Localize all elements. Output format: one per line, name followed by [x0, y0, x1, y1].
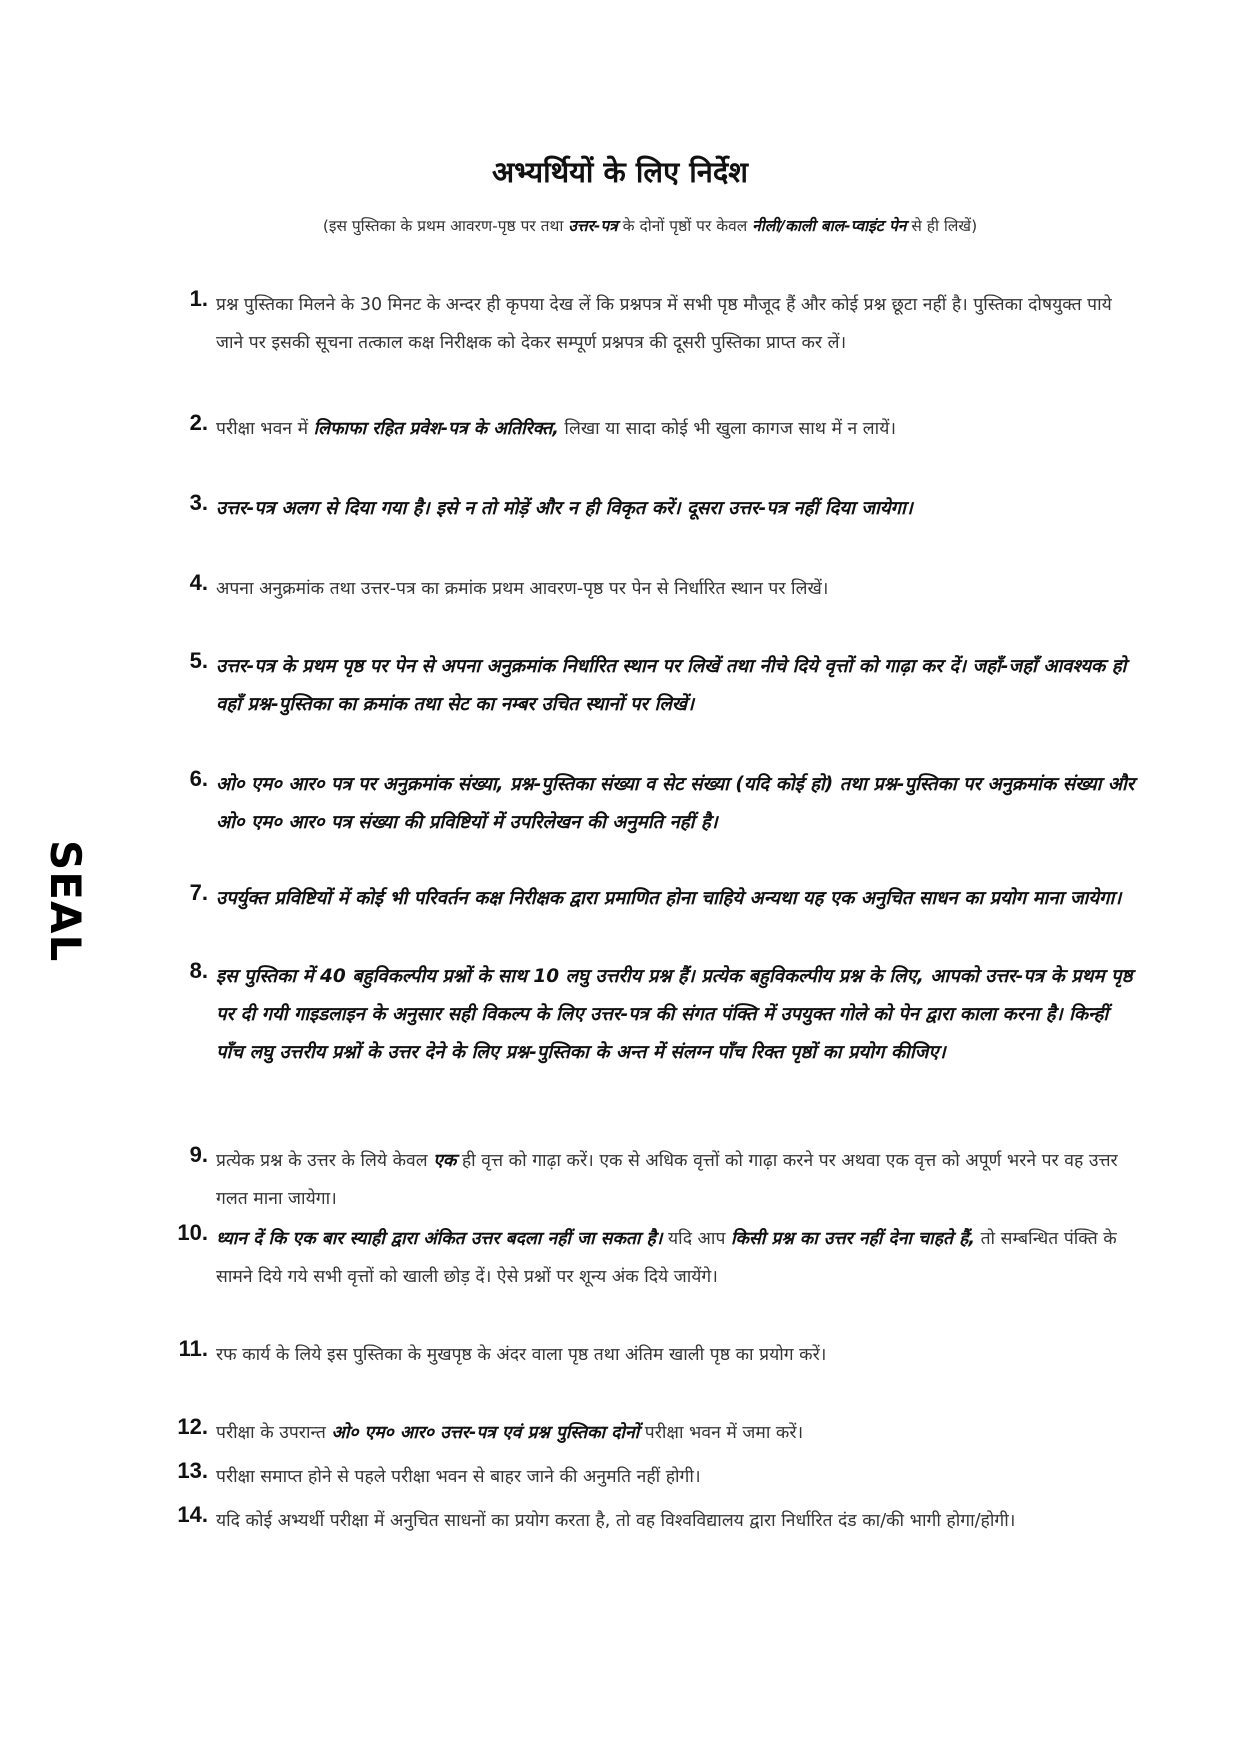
instruction-number: 1.	[189, 286, 208, 311]
instruction-number: 13.	[177, 1458, 208, 1483]
instruction-segment: यदि कोई अभ्यर्थी परीक्षा में अनुचित साधनों का प्रयोग करता है, तो वह विश्वविद्यालय द्वारा निर्धारित दंड का/की भागी होगा/होगी।	[216, 1511, 1016, 1531]
instruction-text	[216, 1502, 1136, 1540]
instruction-segment: प्रश्न पुस्तिका मिलने के 30 मिनट के अन्दर ही कृपया देख लें कि प्रश्नपत्र में सभी पृष्ठ मौजूद हैं और कोई प्रश्न छूटा नहीं है। पुस्तिका दोषयुक्त पाये जाने पर इसकी सूचना तत्काल कक्ष निरीक्षक को देकर सम्पूर्ण प्रश्नपत्र की दूसरी पुस्तिका प्राप्त कर लें।	[216, 295, 1112, 353]
instruction-segment: ओ० एम० आर० पत्र पर अनुक्रमांक संख्या, प्रश्न-पुस्तिका संख्या व सेट संख्या (यदि कोई हो) तथा प्रश्न-पुस्तिका पर अनुक्रमांक संख्या और ओ० एम० आर० पत्र संख्या की प्रविष्टियों में उपरिलेखन की अनुमति नहीं है।	[216, 774, 1135, 833]
instruction-number: 12.	[177, 1414, 208, 1439]
instruction-emphasis: ध्यान दें कि एक बार स्याही द्वारा अंकित उत्तर बदला नहीं जा सकता है।	[216, 1229, 663, 1249]
instruction-emphasis: एक	[433, 1151, 457, 1171]
instruction-number: 5.	[189, 648, 208, 673]
instruction-emphasis: किसी प्रश्न का उत्तर नहीं देना चाहते हैं,	[730, 1229, 976, 1249]
instruction-text	[216, 880, 1136, 918]
instruction-segment: परीक्षा भवन में जमा करें।	[639, 1423, 804, 1443]
instruction-text	[216, 1220, 1136, 1296]
instruction-segment: इस पुस्तिका में 40 बहुविकल्पीय प्रश्नों के साथ 10 लघु उत्तरीय प्रश्न हैं। प्रत्येक बहुविकल्पीय प्रश्न के लिए, आपको उत्तर-पत्र के प्रथम पृष्ठ पर दी गयी गाइडलाइन के अनुसार सही विकल्प के लिए उत्तर-पत्र की संगत पंक्ति में उपयुक्त गोले को पेन द्वारा काला करना है। किन्हीं पाँच लघु उत्तरीय प्रश्नों के उत्तर देने के लिए प्रश्न-पुस्तिका के अन्त में संलग्न पाँच रिक्त पृष्ठों का प्रयोग कीजिए।	[216, 966, 1133, 1063]
instruction-segment: उत्तर-पत्र अलग से दिया गया है। इसे न तो मोड़ें और न ही विकृत करें। दूसरा उत्तर-पत्र नहीं दिया जायेगा।	[216, 498, 913, 519]
subtitle-part-3: से ही लिखें)	[906, 217, 978, 235]
subtitle-part-2: के दोनों पृष्ठों पर केवल	[617, 217, 753, 235]
instruction-text	[216, 410, 1136, 448]
subtitle-emphasis-2: नीली/काली बाल-प्वाइंट पेन	[752, 217, 907, 235]
instruction-text	[216, 286, 1136, 362]
instruction-text	[216, 1142, 1136, 1218]
instruction-number: 9.	[189, 1142, 208, 1167]
instruction-text	[216, 490, 1136, 528]
instruction-segment: लिखा या सादा कोई भी खुला कागज साथ में न लायें।	[558, 419, 896, 439]
instruction-segment: प्रत्येक प्रश्न के उत्तर के लिये केवल	[216, 1151, 434, 1171]
instruction-text	[216, 1336, 1136, 1374]
instruction-segment: परीक्षा भवन में	[216, 419, 314, 439]
instruction-text	[216, 958, 1136, 1072]
instruction-text	[216, 1458, 1136, 1496]
subtitle-emphasis-1: उत्तर-पत्र	[568, 217, 618, 235]
instruction-number: 11.	[178, 1336, 208, 1361]
instruction-emphasis: लिफाफा रहित प्रवेश-पत्र के अतिरिक्त,	[313, 419, 559, 439]
instruction-text	[216, 766, 1136, 842]
instruction-segment: परीक्षा के उपरान्त	[216, 1423, 332, 1443]
instruction-emphasis: ओ० एम० आर० उत्तर-पत्र एवं प्रश्न पुस्तिका दोनों	[331, 1423, 640, 1443]
instruction-segment: उपर्युक्त प्रविष्टियों में कोई भी परिवर्तन कक्ष निरीक्षक द्वारा प्रमाणित होना चाहिये अन्यथा यह एक अनुचित साधन का प्रयोग माना जायेगा।	[216, 888, 1122, 909]
instruction-segment: ही वृत्त को गाढ़ा करें। एक से अधिक वृत्तों को गाढ़ा करने पर अथवा एक वृत्त को अपूर्ण भरने पर वह उत्तर गलत माना जायेगा।	[216, 1151, 1118, 1209]
instruction-segment: तो सम्बन्धित पंक्ति के सामने दिये गये सभी वृत्तों को खाली छोड़ दें। ऐसे प्रश्नों पर शून्य अंक दिये जायेंगे।	[216, 1229, 1117, 1287]
instruction-segment: यदि आप	[662, 1229, 731, 1249]
instruction-number: 3.	[189, 490, 208, 515]
instruction-number: 10.	[177, 1220, 208, 1245]
instruction-text	[216, 570, 1136, 608]
instruction-segment: रफ कार्य के लिये इस पुस्तिका के मुखपृष्ठ के अंदर वाला पृष्ठ तथा अंतिम खाली पृष्ठ का प्रयोग करें।	[216, 1345, 827, 1365]
instruction-text	[216, 648, 1136, 724]
instruction-number: 14.	[177, 1502, 208, 1527]
instruction-segment: अपना अनुक्रमांक तथा उत्तर-पत्र का क्रमांक प्रथम आवरण-पृष्ठ पर पेन से निर्धारित स्थान पर लिखें।	[216, 579, 829, 599]
instruction-segment: परीक्षा समाप्त होने से पहले परीक्षा भवन से बाहर जाने की अनुमति नहीं होगी।	[216, 1467, 701, 1487]
page-title: अभ्यर्थियों के लिए निर्देश	[492, 155, 748, 189]
instruction-text	[216, 1414, 1136, 1452]
page-subtitle	[150, 214, 1150, 236]
instruction-number: 2.	[189, 410, 208, 435]
instruction-number: 6.	[189, 766, 208, 791]
subtitle-part-1: (इस पुस्तिका के प्रथम आवरण-पृष्ठ पर तथा	[322, 217, 569, 235]
instruction-number: 7.	[189, 880, 208, 905]
seal-label: SEAL	[41, 840, 90, 963]
instruction-number: 8.	[189, 958, 208, 983]
instruction-segment: उत्तर-पत्र के प्रथम पृष्ठ पर पेन से अपना अनुक्रमांक निर्धारित स्थान पर लिखें तथा नीचे दिये वृत्तों को गाढ़ा कर दें। जहाँ-जहाँ आवश्यक हो वहाँ प्रश्न-पुस्तिका का क्रमांक तथा सेट का नम्बर उचित स्थानों पर लिखें।	[216, 656, 1127, 715]
instruction-number: 4.	[189, 570, 208, 595]
